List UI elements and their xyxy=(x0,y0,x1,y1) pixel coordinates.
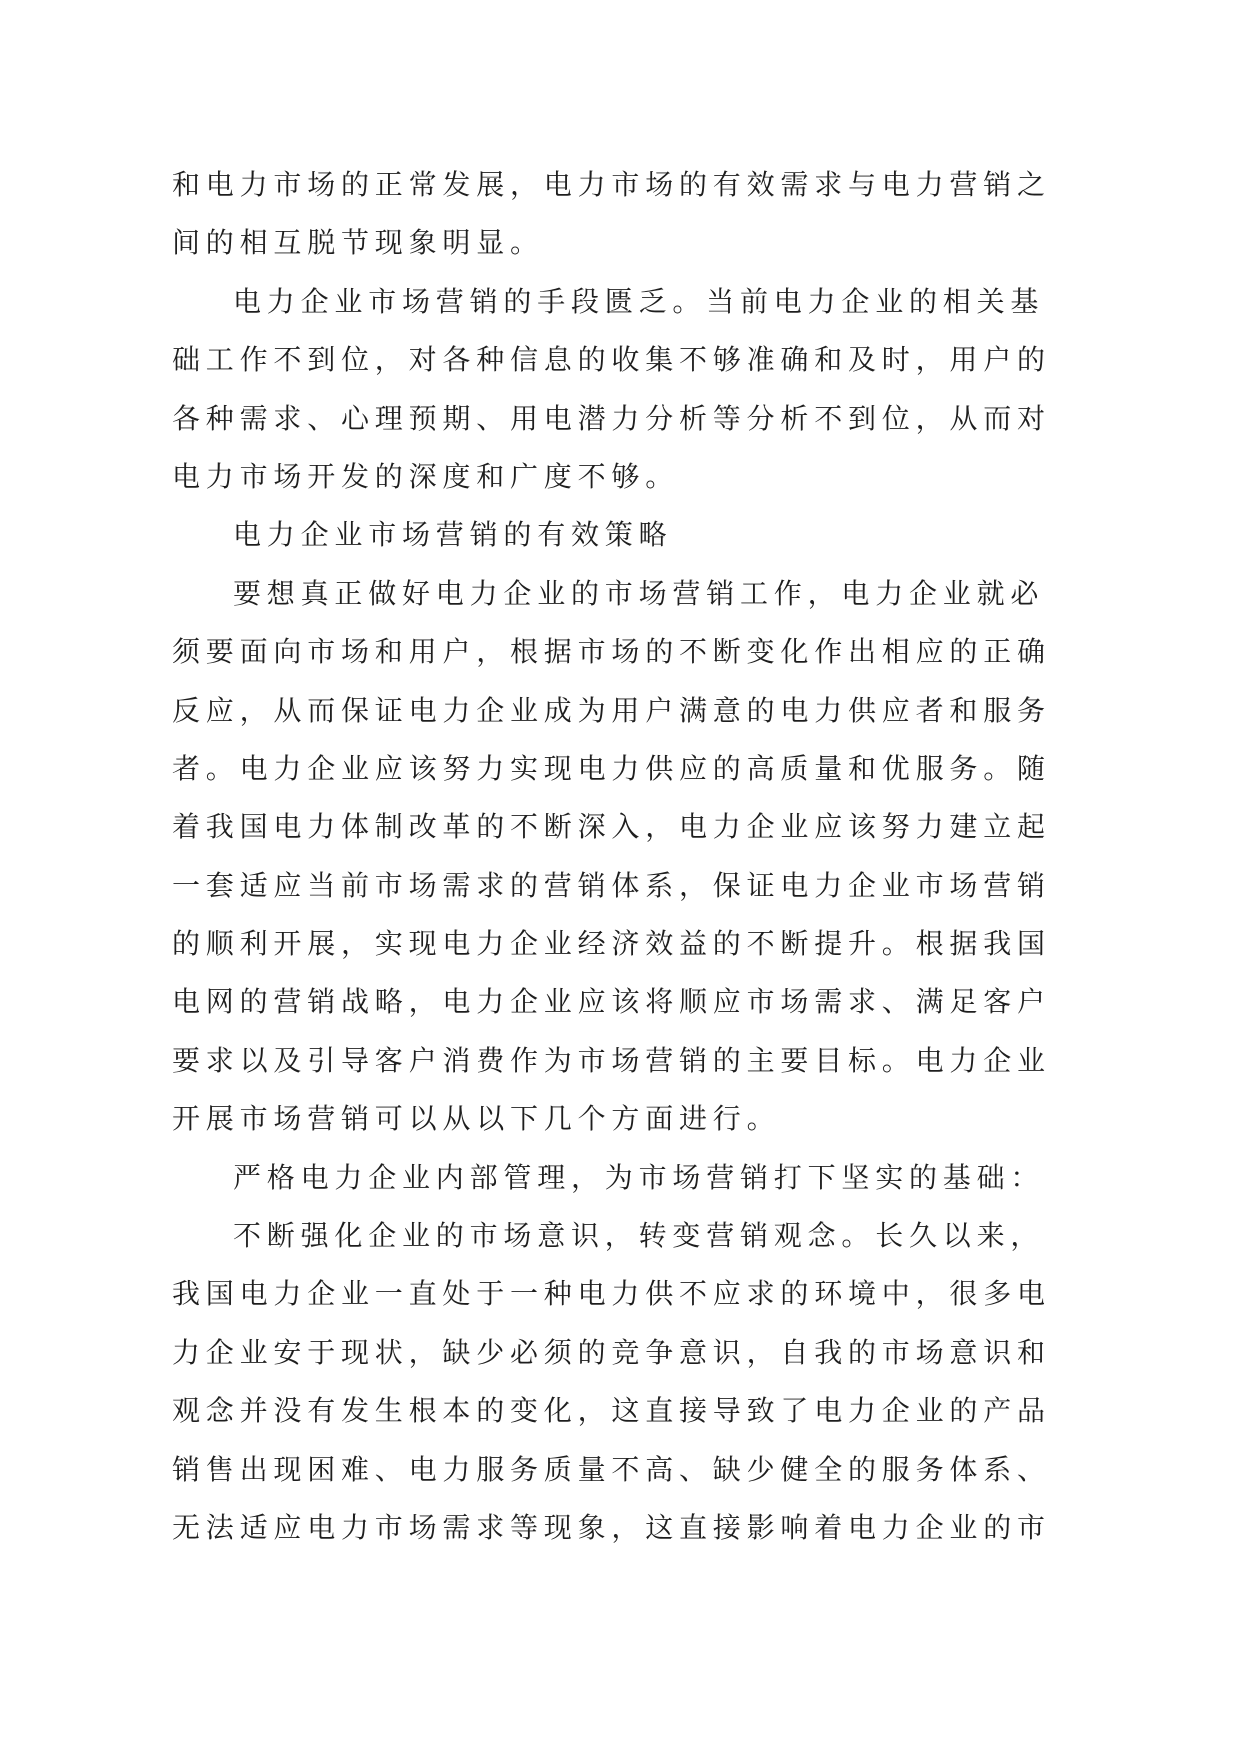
paragraph-market-awareness xyxy=(172,1207,1241,1557)
text-line: 础工作不到位，对各种信息的收集不够准确和及时，用户的 xyxy=(172,343,1051,377)
text-line: 要想真正做好电力企业的市场营销工作，电力企业就必 xyxy=(233,576,1045,610)
text-line: 和电力市场的正常发展，电力市场的有效需求与电力营销之 xyxy=(172,168,1051,201)
text-line: 我国电力企业一直处于一种电力供不应求的环境中，很多电 xyxy=(172,1277,1051,1311)
text-line: 电力市场开发的深度和广度不够。 xyxy=(172,459,680,493)
text-line: 各种需求、心理预期、用电潜力分析等分析不到位，从而对 xyxy=(172,401,1051,435)
paragraph-strategy xyxy=(172,565,1241,1149)
section-heading xyxy=(172,506,1241,564)
heading-line: 电力企业市场营销的有效策略 xyxy=(233,518,673,552)
text-line: 反应，从而保证电力企业成为用户满意的电力供应者和服务 xyxy=(172,693,1051,727)
text-line: 的顺利开展，实现电力企业经济效益的不断提升。根据我国 xyxy=(172,927,1051,961)
text-line: 观念并没有发生根本的变化，这直接导致了电力企业的产品 xyxy=(172,1394,1051,1428)
text-line: 者。电力企业应该努力实现电力供应的高质量和优服务。随 xyxy=(172,751,1051,785)
text-line: 力企业安于现状，缺少必须的竞争意识，自我的市场意识和 xyxy=(172,1335,1051,1369)
text-line: 一套适应当前市场需求的营销体系，保证电力企业市场营销 xyxy=(172,868,1051,902)
text-line: 须要面向市场和用户，根据市场的不断变化作出相应的正确 xyxy=(172,635,1051,669)
text-line: 销售出现困难、电力服务质量不高、缺少健全的服务体系、 xyxy=(172,1452,1051,1486)
text-line: 间的相互脱节现象明显。 xyxy=(172,226,544,260)
text-line: 电网的营销战略，电力企业应该将顺应市场需求、满足客户 xyxy=(172,985,1051,1019)
text-line: 不断强化企业的市场意识，转变营销观念。长久以来， xyxy=(233,1219,1045,1253)
text-line: 开展市场营销可以从以下几个方面进行。 xyxy=(172,1102,781,1136)
paragraph-marketing-means xyxy=(172,273,1241,507)
text-line: 电力企业市场营销的手段匮乏。当前电力企业的相关基 xyxy=(233,284,1045,318)
text-line: 要求以及引导客户消费作为市场营销的主要目标。电力企业 xyxy=(172,1043,1051,1077)
text-line: 无法适应电力市场需求等现象，这直接影响着电力企业的市 xyxy=(172,1510,1051,1544)
heading-line: 严格电力企业内部管理，为市场营销打下坚实的基础： xyxy=(233,1160,1045,1194)
subsection-heading xyxy=(172,1149,1241,1207)
paragraph-continued xyxy=(172,156,1241,273)
text-line: 着我国电力体制改革的不断深入，电力企业应该努力建立起 xyxy=(172,810,1051,844)
